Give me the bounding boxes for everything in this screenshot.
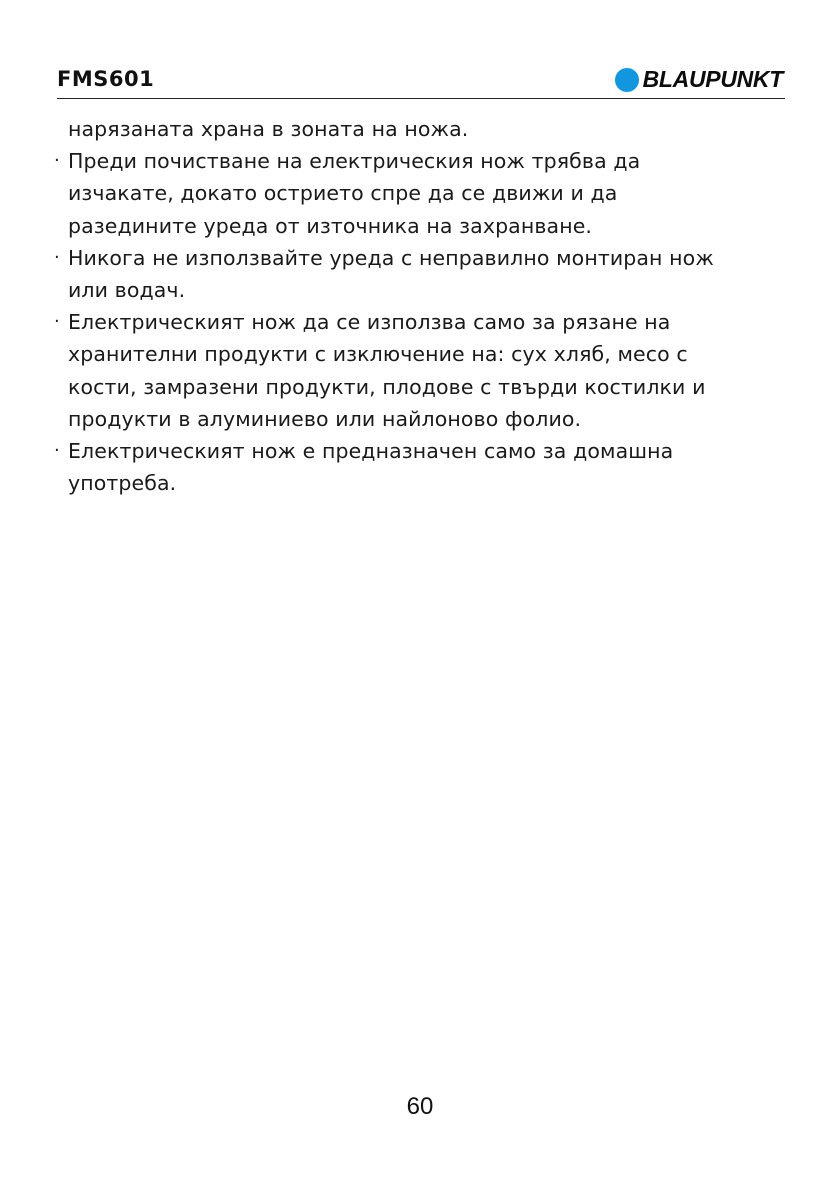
bullet-icon: ·	[54, 246, 60, 268]
text-line	[54, 371, 794, 403]
bullet-icon: ·	[54, 440, 60, 462]
line-text: или водач.	[68, 278, 186, 303]
text-line	[54, 274, 794, 306]
bullet-icon: ·	[54, 150, 60, 172]
brand-dot-icon	[615, 68, 639, 92]
text-line	[54, 435, 794, 467]
brand-name: BLAUPUNKT	[642, 66, 783, 92]
line-text: Преди почистване на електрическия нож трябва да	[68, 149, 641, 174]
line-text: употреба.	[68, 471, 177, 496]
text-line	[54, 467, 794, 499]
text-line	[54, 145, 794, 177]
line-text: продукти в алуминиево или найлоново фолио.	[68, 406, 582, 431]
brand-logo	[615, 66, 783, 93]
text-line	[54, 113, 794, 145]
line-text: изчакате, докато острието спре да се движи и да	[68, 181, 618, 206]
line-text: кости, замразени продукти, плодове с твърди костилки и	[68, 374, 706, 399]
page-number: 60	[406, 1093, 434, 1120]
safety-instructions	[54, 113, 794, 499]
model-name: FMS601	[57, 67, 155, 91]
line-text: нарязаната храна в зоната на ножа.	[68, 117, 469, 141]
line-text: Електрическият нож да се използва само за рязане на	[68, 310, 671, 335]
text-line	[54, 177, 794, 209]
text-line	[54, 210, 794, 242]
line-text: хранителни продукти с изключение на: сух хляб, месо с	[68, 342, 688, 367]
text-line	[54, 242, 794, 274]
text-line	[54, 403, 794, 435]
line-text: разедините уреда от източника на захранване.	[68, 213, 593, 238]
line-text: Електрическият нож е предназначен само за домашна	[68, 439, 674, 464]
text-line	[54, 306, 794, 338]
bullet-icon: ·	[54, 311, 60, 333]
page-header	[57, 64, 785, 99]
line-text: Никога не използвайте уреда с неправилно монтиран нож	[68, 245, 714, 270]
text-line	[54, 338, 794, 370]
